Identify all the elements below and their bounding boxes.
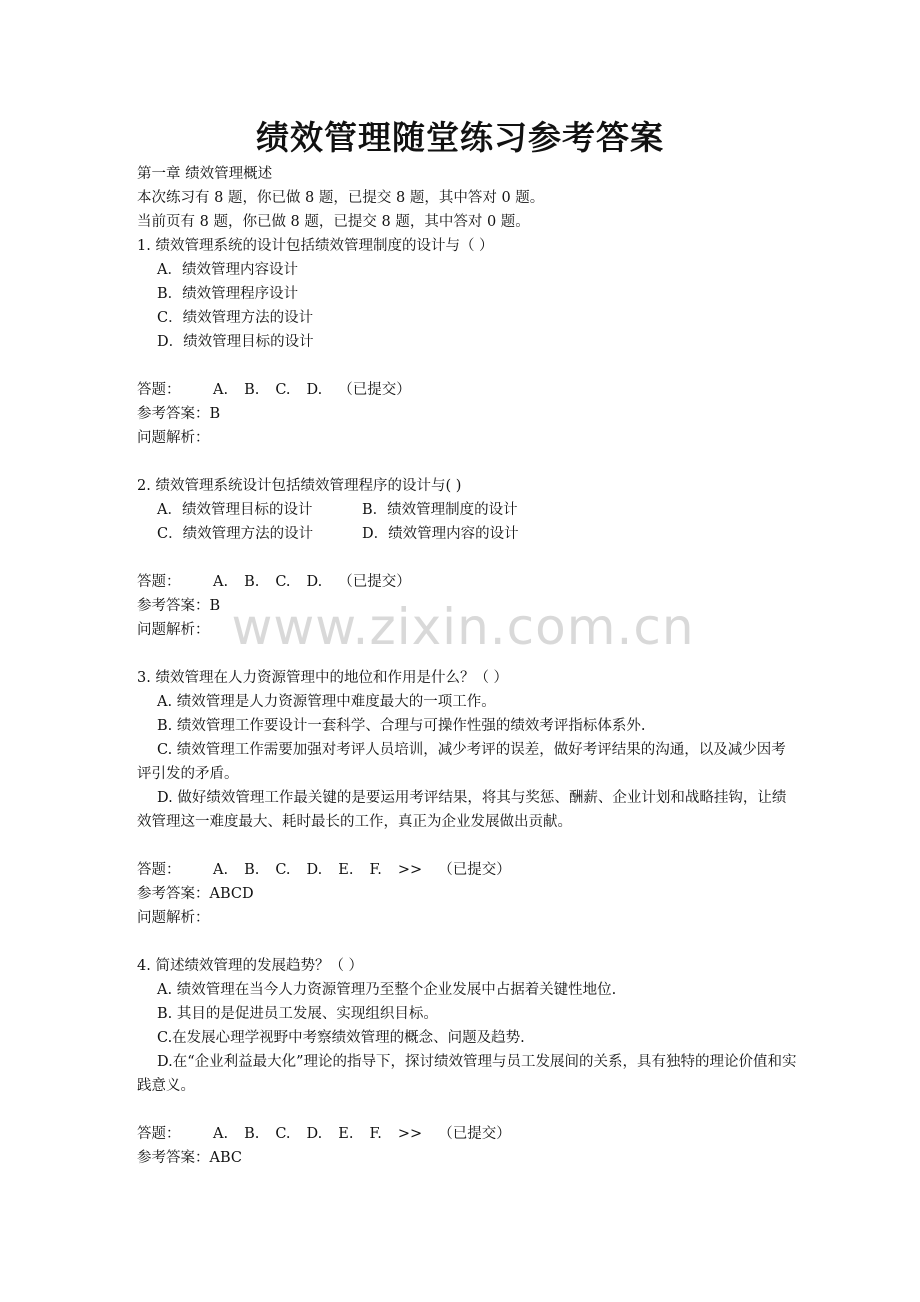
q3-reference xyxy=(137,882,797,906)
q4-reference xyxy=(137,1146,797,1170)
q2-analysis-label: 问题解析： xyxy=(137,622,210,638)
q3-more-button[interactable]: >> xyxy=(397,862,423,878)
q1-reference xyxy=(137,402,797,426)
q1-choice-a[interactable]: A. xyxy=(213,382,229,398)
q2-answer-row xyxy=(137,570,797,594)
q2-submitted-status: （已提交） xyxy=(338,574,411,590)
document-body xyxy=(137,162,797,1170)
chapter-heading: 第一章 绩效管理概述 xyxy=(137,166,273,182)
q3-choice-c[interactable]: C. xyxy=(275,862,291,878)
q1-option-a: A．绩效管理内容设计 xyxy=(157,262,298,278)
q2-reference-value: B xyxy=(209,598,221,614)
q1-option-c: C．绩效管理方法的设计 xyxy=(157,310,314,326)
q3-choice-e[interactable]: E. xyxy=(338,862,354,878)
q2-option-d: D．绩效管理内容的设计 xyxy=(362,526,519,542)
q1-choice-d[interactable]: D. xyxy=(306,382,323,398)
reference-label: 参考答案： xyxy=(137,886,210,902)
q4-choice-e[interactable]: E. xyxy=(338,1126,354,1142)
q1-choice-c[interactable]: C. xyxy=(275,382,291,398)
question-3-stem: 3. 绩效管理在人力资源管理中的地位和作用是什么？（ ） xyxy=(137,670,509,686)
reference-label: 参考答案： xyxy=(137,598,210,614)
q4-choice-f[interactable]: F. xyxy=(369,1126,382,1142)
q3-choice-a[interactable]: A. xyxy=(213,862,229,878)
q2-choice-a[interactable]: A. xyxy=(213,574,229,590)
q3-option-b: B. 绩效管理工作要设计一套科学、合理与可操作性强的绩效考评指标体系外. xyxy=(157,718,646,734)
q2-option-b: B．绩效管理制度的设计 xyxy=(362,502,518,518)
q4-choice-c[interactable]: C. xyxy=(275,1126,291,1142)
q4-choice-a[interactable]: A. xyxy=(213,1126,229,1142)
answer-label: 答题： xyxy=(137,382,181,398)
q2-options-row-1 xyxy=(137,498,797,522)
q4-choice-d[interactable]: D. xyxy=(306,1126,323,1142)
answer-label: 答题： xyxy=(137,574,181,590)
question-4-stem: 4. 简述绩效管理的发展趋势？（ ） xyxy=(137,958,364,974)
q2-choice-c[interactable]: C. xyxy=(275,574,291,590)
q4-option-b: B. 其目的是促进员工发展、实现组织目标。 xyxy=(157,1006,438,1022)
q3-submitted-status: （已提交） xyxy=(438,862,511,878)
page-title: 绩效管理随堂练习参考答案 xyxy=(256,118,664,157)
q1-reference-value: B xyxy=(209,406,221,422)
q3-choice-d[interactable]: D. xyxy=(306,862,323,878)
q4-option-c: C.在发展心理学视野中考察绩效管理的概念、问题及趋势. xyxy=(157,1030,525,1046)
q2-options-row-2 xyxy=(137,522,797,546)
q1-choice-b[interactable]: B. xyxy=(244,382,260,398)
q3-option-d: D. 做好绩效管理工作最关键的是要运用考评结果，将其与奖惩、酬薪、企业计划和战略挂钩，让绩效管理这一难度最大、耗时最长的工作，真正为企业发展做出贡献。 xyxy=(137,790,787,830)
q1-option-b: B．绩效管理程序设计 xyxy=(157,286,299,302)
q1-analysis-label: 问题解析： xyxy=(137,430,210,446)
q1-option-d: D．绩效管理目标的设计 xyxy=(157,334,314,350)
question-2-stem: 2. 绩效管理系统设计包括绩效管理程序的设计与( ) xyxy=(137,478,462,494)
q1-submitted-status: （已提交） xyxy=(338,382,411,398)
q2-option-a: A．绩效管理目标的设计 xyxy=(157,502,313,518)
answer-label: 答题： xyxy=(137,862,181,878)
q2-choice-b[interactable]: B. xyxy=(244,574,260,590)
question-1-stem: 1. 绩效管理系统的设计包括绩效管理制度的设计与（ ） xyxy=(137,238,494,254)
q1-answer-row xyxy=(137,378,797,402)
reference-label: 参考答案： xyxy=(137,406,210,422)
reference-label: 参考答案： xyxy=(137,1150,210,1166)
q3-option-a: A. 绩效管理是人力资源管理中难度最大的一项工作。 xyxy=(157,694,496,710)
q4-option-a: A. 绩效管理在当今人力资源管理乃至整个企业发展中占据着关键性地位. xyxy=(157,982,617,998)
q2-choice-d[interactable]: D. xyxy=(306,574,323,590)
answer-label: 答题： xyxy=(137,1126,181,1142)
q4-option-d: D.在“企业利益最大化”理论的指导下，探讨绩效管理与员工发展间的关系，具有独特的理论价值和实践意义。 xyxy=(137,1054,797,1094)
summary-page: 当前页有 8 题，你已做 8 题，已提交 8 题，其中答对 0 题。 xyxy=(137,214,530,230)
q4-choice-b[interactable]: B. xyxy=(244,1126,260,1142)
q3-option-c: C. 绩效管理工作需要加强对考评人员培训，减少考评的误差，做好考评结果的沟通，以及减少因考评引发的矛盾。 xyxy=(137,742,786,782)
q4-reference-value: ABC xyxy=(209,1150,242,1166)
q4-answer-row xyxy=(137,1122,797,1146)
q3-analysis-label: 问题解析： xyxy=(137,910,210,926)
summary-total: 本次练习有 8 题，你已做 8 题，已提交 8 题，其中答对 0 题。 xyxy=(137,190,545,206)
q4-submitted-status: （已提交） xyxy=(438,1126,511,1142)
q3-choice-f[interactable]: F. xyxy=(369,862,382,878)
q4-more-button[interactable]: >> xyxy=(397,1126,423,1142)
q3-reference-value: ABCD xyxy=(209,886,254,902)
q3-choice-b[interactable]: B. xyxy=(244,862,260,878)
q2-option-c: C．绩效管理方法的设计 xyxy=(157,526,314,542)
q2-reference xyxy=(137,594,797,618)
watermark: www.zixin.com.cn xyxy=(231,598,695,656)
q3-answer-row xyxy=(137,858,797,882)
